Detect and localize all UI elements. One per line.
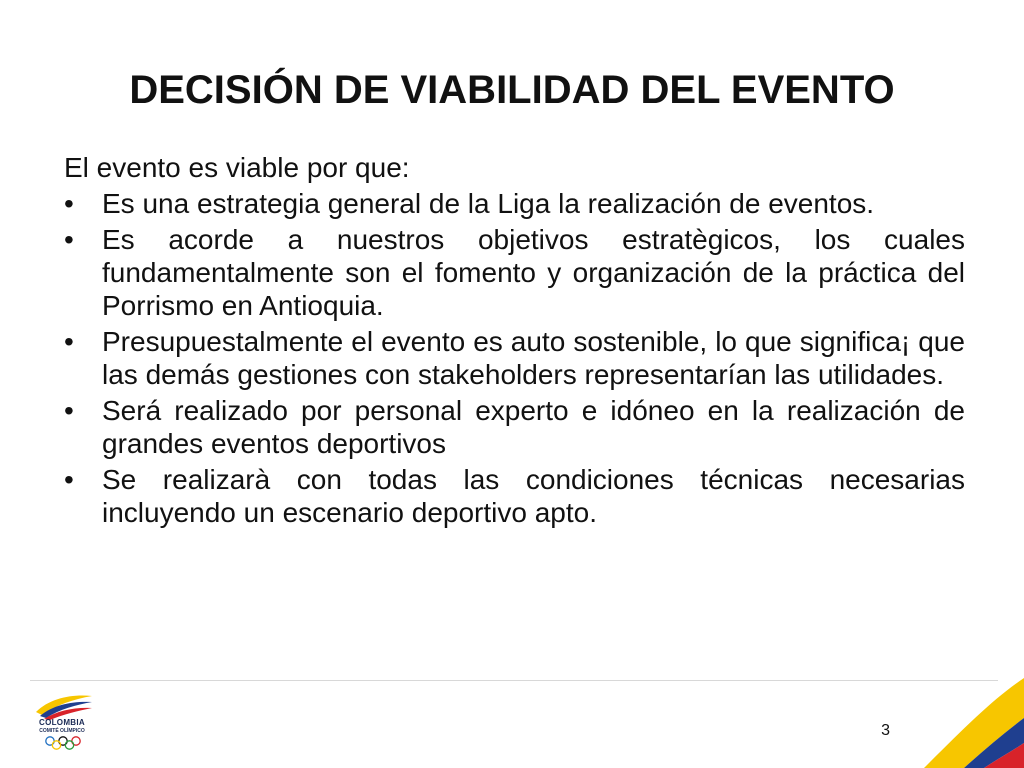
logo-text-colombia: COLOMBIA — [39, 718, 85, 727]
olympic-rings-icon — [44, 736, 82, 750]
bullet-text: Se realizarà con todas las condiciones técnicas necesarias incluyendo un escenario deportivo apto. — [102, 464, 965, 528]
bullet-marker: • — [64, 395, 74, 426]
footer-divider — [30, 680, 998, 681]
slide-body — [64, 151, 965, 532]
page-number: 3 — [881, 722, 890, 739]
bullet-item — [64, 223, 965, 322]
bullet-item — [64, 394, 965, 460]
bullet-marker: • — [64, 464, 74, 495]
slide-title: DECISIÓN DE VIABILIDAD DEL EVENTO — [129, 68, 895, 112]
colombian-olympic-committee-logo — [30, 690, 100, 760]
bullet-text: Es una estrategia general de la Liga la realización de eventos. — [102, 188, 875, 219]
flag-stripes-decoration — [884, 658, 1024, 768]
bullet-item — [64, 463, 965, 529]
logo-text-comite: COMITÉ OLÍMPICO — [39, 728, 85, 734]
bullet-marker: • — [64, 188, 74, 219]
bullet-marker: • — [64, 224, 74, 255]
bullet-list — [64, 187, 965, 529]
intro-text: El evento es viable por que: — [64, 152, 410, 183]
logo-swoosh-icon — [30, 690, 100, 720]
bullet-item — [64, 187, 965, 220]
bullet-item — [64, 325, 965, 391]
bullet-marker: • — [64, 326, 74, 357]
bullet-text: Será realizado por personal experto e idóneo en la realización de grandes eventos deportivos — [102, 395, 965, 459]
bullet-text: Es acorde a nuestros objetivos estratègicos, los cuales fundamentalmente son el fomento y organización de la práctica del Porrismo en Antioquia. — [102, 224, 965, 321]
bullet-text: Presupuestalmente el evento es auto sostenible, lo que significa¡ que las demás gestiones con stakeholders representarían las utilidades. — [102, 326, 965, 390]
